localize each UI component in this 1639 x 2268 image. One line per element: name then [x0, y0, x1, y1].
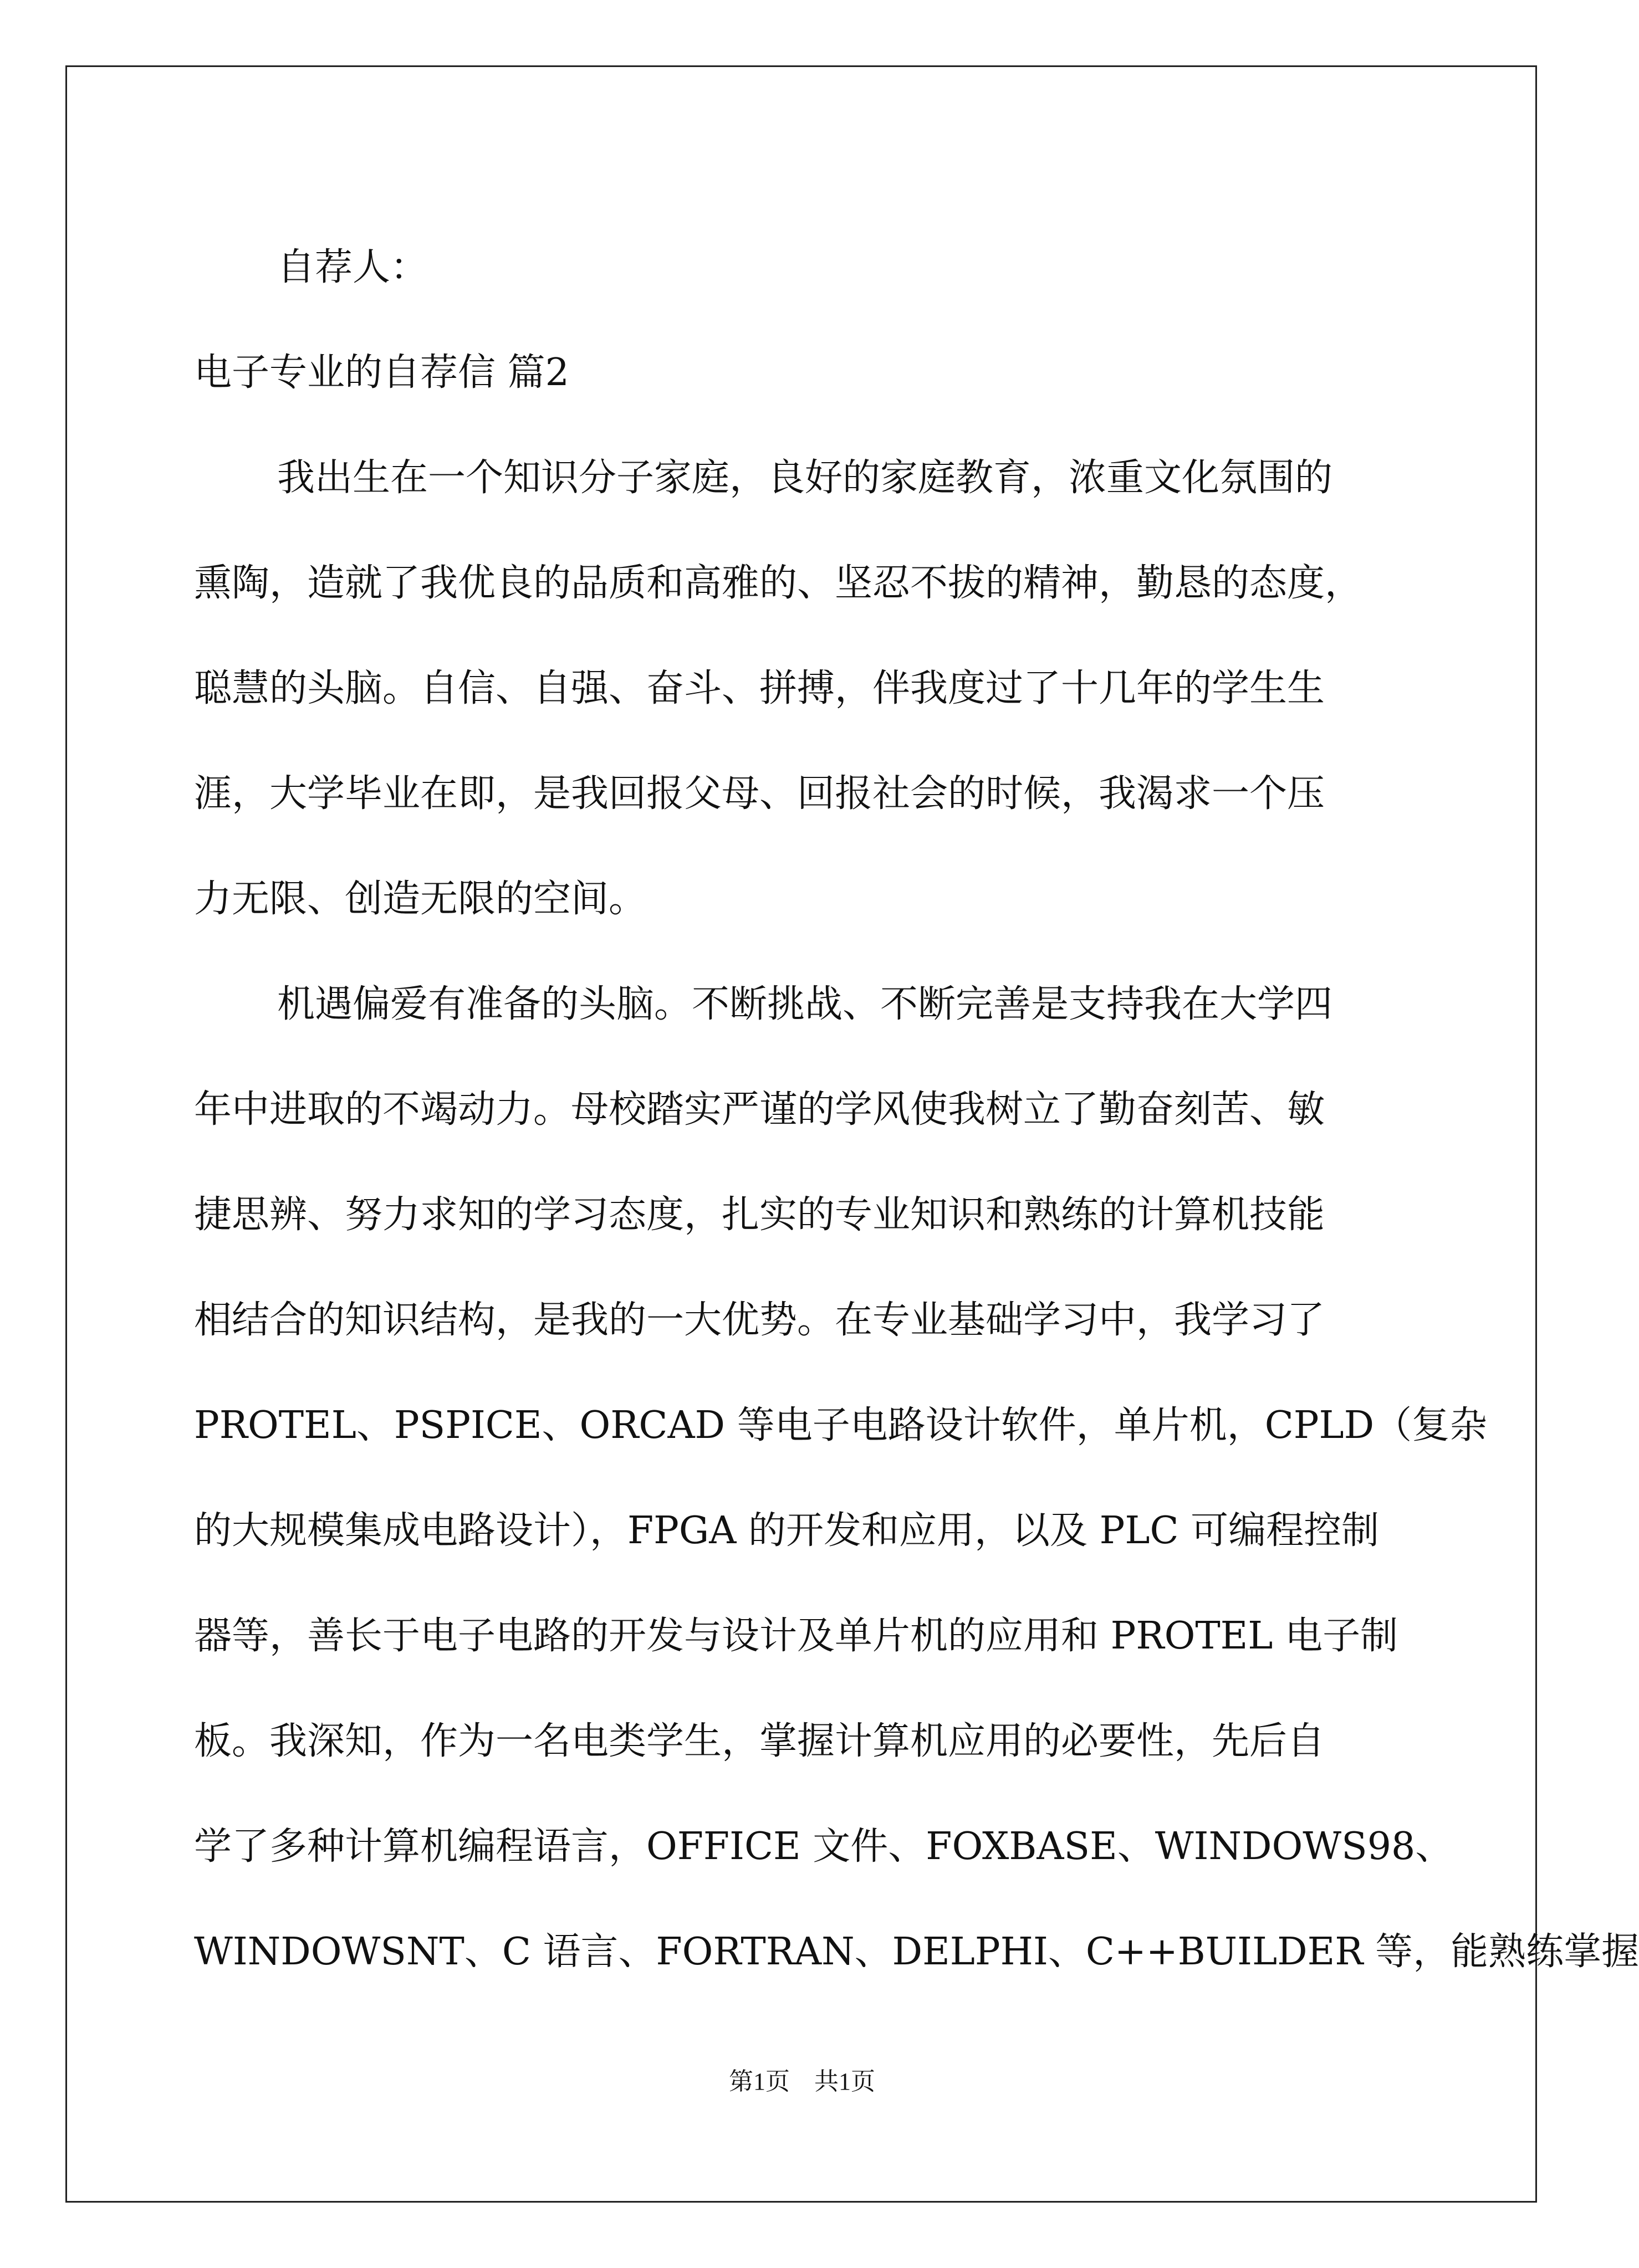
page-number-footer: 第1页 共1页	[729, 2068, 875, 2095]
paragraph-line: 聪慧的头脑。自信、自强、奋斗、拼搏，伴我度过了十几年的学生生	[194, 667, 1325, 710]
document-body	[194, 215, 1639, 2005]
paragraph-line: 学了多种计算机编程语言，OFFICE 文件、FOXBASE、WINDOWS98、	[194, 1825, 1453, 1868]
paragraph-line: PROTEL、PSPICE、ORCAD 等电子电路设计软件，单片机，CPLD（复杂	[194, 1404, 1488, 1447]
paragraph-line: 力无限、创造无限的空间。	[194, 877, 647, 921]
paragraph-line: 的大规模集成电路设计），FPGA 的开发和应用，以及 PLC 可编程控制	[194, 1509, 1380, 1553]
signature-line: 自荐人：	[277, 245, 428, 289]
paragraph-line: 熏陶，造就了我优良的品质和高雅的、坚忍不拔的精神，勤恳的态度，	[194, 561, 1363, 605]
paragraph-line: 相结合的知识结构，是我的一大优势。在专业基础学习中，我学习了	[194, 1298, 1325, 1342]
paragraph-line: 捷思辨、努力求知的学习态度，扎实的专业知识和熟练的计算机技能	[194, 1193, 1325, 1237]
paragraph-line: 板。我深知，作为一名电类学生，掌握计算机应用的必要性，先后自	[194, 1719, 1325, 1763]
paragraph-line: WINDOWSNT、C 语言、FORTRAN、DELPHI、C++BUILDER 等，能熟练掌握	[194, 1930, 1639, 1974]
paragraph-line: 涯，大学毕业在即，是我回报父母、回报社会的时候，我渴求一个压	[194, 772, 1325, 816]
paragraph-line: 年中进取的不竭动力。母校踏实严谨的学风使我树立了勤奋刻苦、敏	[194, 1088, 1325, 1132]
paragraph-line: 机遇偏爱有准备的头脑。不断挑战、不断完善是支持我在大学四	[277, 982, 1333, 1026]
paragraph-line: 我出生在一个知识分子家庭，良好的家庭教育，浓重文化氛围的	[277, 456, 1333, 500]
paragraph-line: 器等，善长于电子电路的开发与设计及单片机的应用和 PROTEL 电子制	[194, 1614, 1398, 1658]
section-heading: 电子专业的自荐信 篇2	[194, 351, 569, 395]
